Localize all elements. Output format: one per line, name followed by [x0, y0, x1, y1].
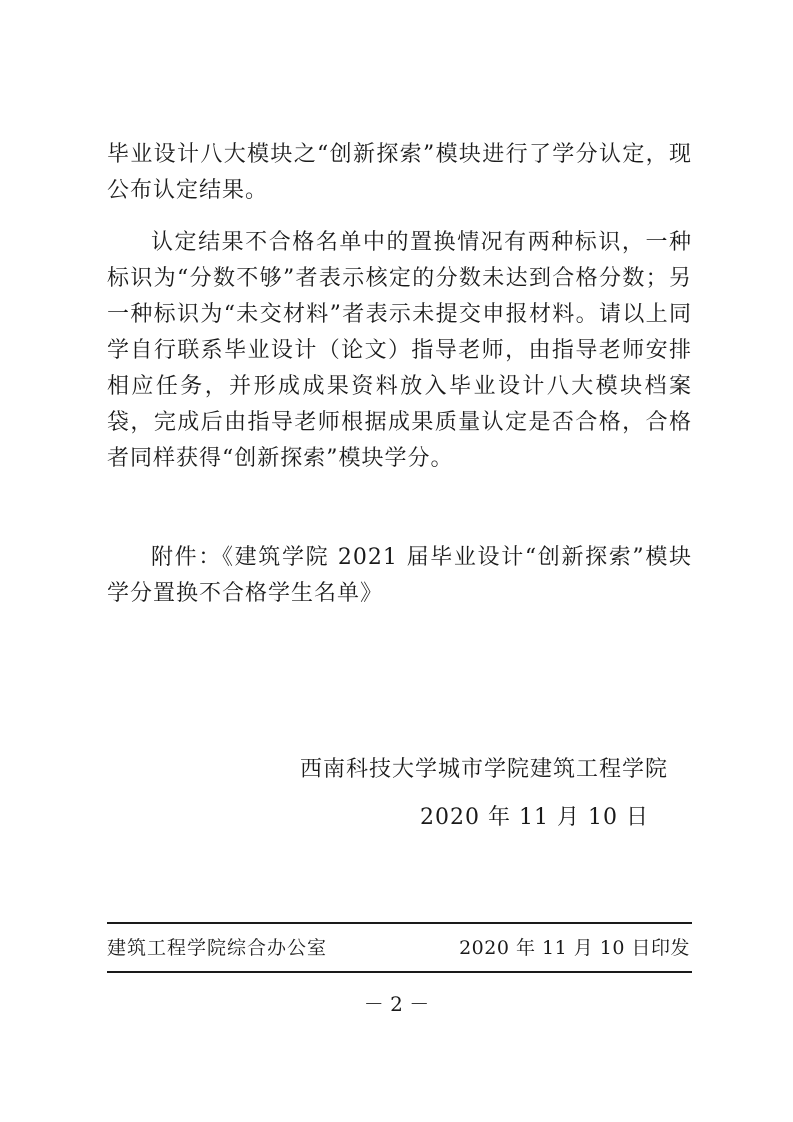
page-number: － 2 － [363, 992, 430, 1016]
attachment-note: 附件：《建筑学院 2021 届毕业设计“创新探索”模块学分置换不合格学生名单》 [107, 545, 692, 606]
footer-bottom-rule [107, 971, 692, 973]
signature-organization: 西南科技大学城市学院建筑工程学院 [300, 757, 669, 782]
footer-top-rule [107, 922, 692, 924]
footer-issuer: 建筑工程学院综合办公室 [107, 937, 328, 959]
footer-issue-date: 2020 年 11 月 10 日印发 [459, 937, 690, 959]
signature-date: 2020 年 11 月 10 日 [420, 805, 649, 830]
body-paragraph-2: 认定结果不合格名单中的置换情况有两种标识，一种标识为“分数不够”者表示核定的分数未达到合格分数；另一种标识为“未交材料”者表示未提交申报材料。请以上同学自行联系毕业设计（论文）指导老师，由指导老师安排相应任务，并形成成果资料放入毕业设计八大模块档案袋，完成后由指导老师根据成果质量认定是否合格，合格者同样获得“创新探索”模块学分。 [107, 230, 692, 471]
body-paragraph-1: 毕业设计八大模块之“创新探索”模块进行了学分认定，现公布认定结果。 [107, 142, 692, 203]
